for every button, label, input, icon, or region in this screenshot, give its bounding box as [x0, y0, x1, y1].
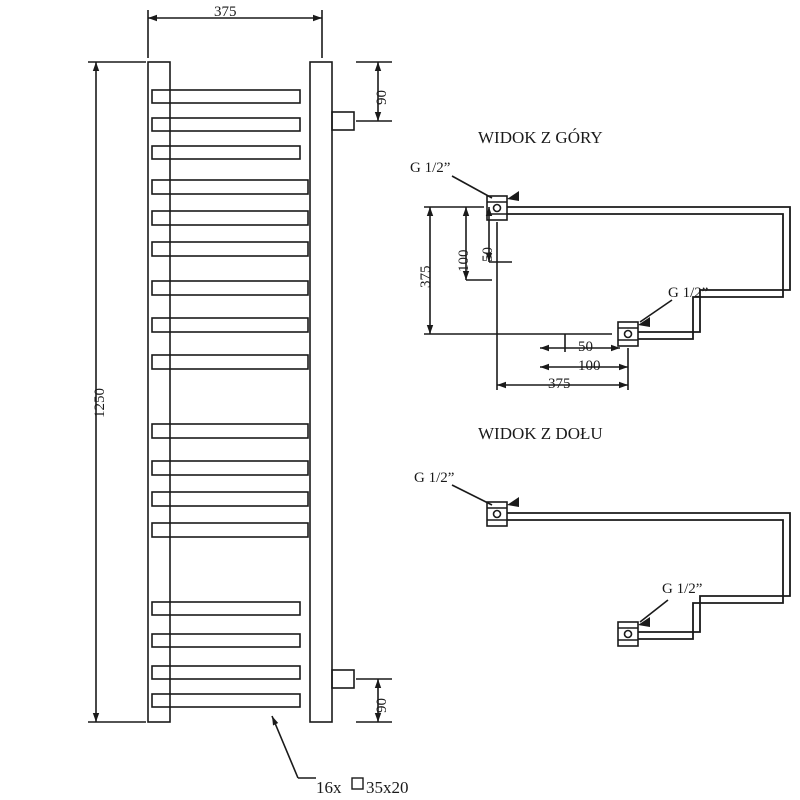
top-view-thread-right: G 1/2” — [668, 285, 709, 301]
top-view-dim-100-vertical: 100 — [456, 249, 472, 272]
top-view-pipe — [496, 207, 790, 332]
rail-group — [152, 90, 308, 707]
top-view-thread-left: G 1/2” — [410, 160, 451, 176]
bottom-view-title: WIDOK Z DOŁU — [478, 424, 603, 443]
element-note-prefix: 16x — [316, 778, 342, 797]
top-view-dim-100-horizontal: 100 — [578, 358, 601, 374]
right-post — [310, 62, 332, 722]
front-view-bottom-connector-dimension: 90 — [374, 698, 390, 713]
top-view-dim-50-horizontal: 50 — [578, 339, 593, 355]
top-view-dim-375-vertical: 375 — [418, 265, 434, 288]
front-view-width-dimension: 375 — [214, 4, 237, 20]
bottom-connector — [332, 670, 354, 688]
front-view-top-connector-dimension: 90 — [374, 90, 390, 105]
bottom-view-thread-right: G 1/2” — [662, 581, 703, 597]
left-post — [148, 62, 170, 722]
top-view-dim-375-horizontal: 375 — [548, 376, 571, 392]
top-view-title: WIDOK Z GÓRY — [478, 128, 603, 147]
front-view-height-dimension: 1250 — [92, 388, 108, 418]
top-connector — [332, 112, 354, 130]
top-view-dim-50-vertical: 50 — [480, 247, 496, 262]
bottom-view-thread-left: G 1/2” — [414, 470, 455, 486]
element-note-size: 35x20 — [366, 778, 409, 797]
bottom-view-pipe — [496, 513, 790, 632]
